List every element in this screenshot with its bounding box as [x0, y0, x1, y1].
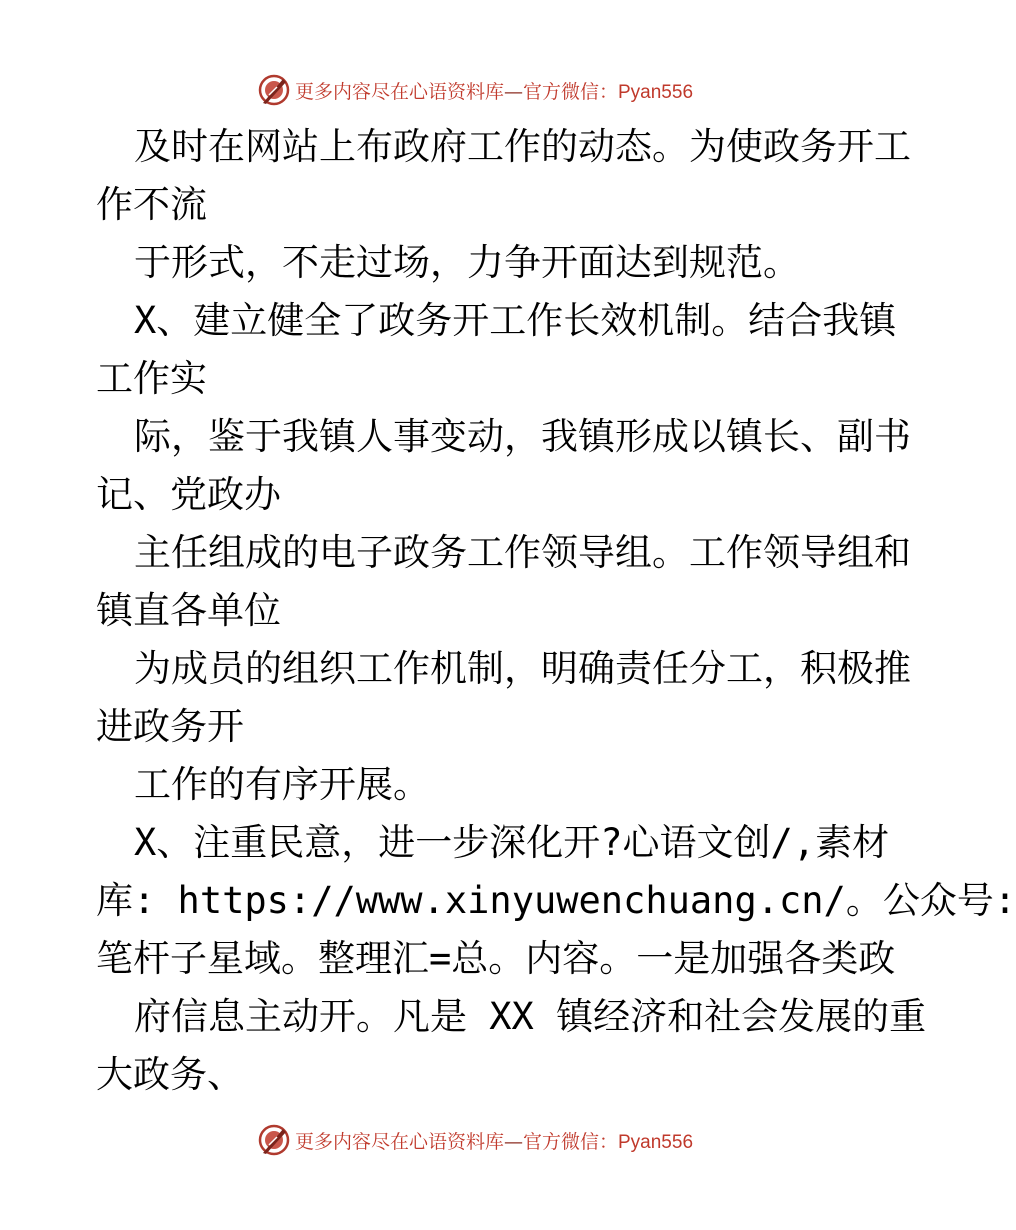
header-banner	[0, 70, 950, 110]
body-line: 笔杆子星域。整理汇=总。内容。一是加强各类政	[96, 937, 896, 980]
header-banner-main: 更多内容尽在心语资料库	[294, 80, 504, 103]
body-line: 为成员的组织工作机制，明确责任分工，积极推	[134, 647, 911, 690]
body-line: 工作实	[96, 357, 207, 400]
body-line: 大政务、	[96, 1053, 244, 1096]
header-banner-text	[295, 77, 693, 104]
body-line: X、注重民意，进一步深化开?心语文创/,素材	[134, 821, 890, 864]
body-line: 作不流	[96, 183, 207, 226]
header-banner-dash: —	[503, 80, 523, 103]
footer-banner-dash: —	[503, 1130, 523, 1153]
body-line: 库: https://www.xinyuwenchuang.cn/。公众号:	[96, 879, 1016, 922]
footer-banner-official: 官方微信：	[522, 1130, 618, 1153]
footer-banner-main: 更多内容尽在心语资料库	[294, 1130, 504, 1153]
body-line: 及时在网站上布政府工作的动态。为使政务开工	[134, 125, 911, 168]
body-line: 进政务开	[96, 705, 244, 748]
body-line: X、建立健全了政务开工作长效机制。结合我镇	[134, 299, 897, 342]
quill-seal-icon	[257, 1123, 291, 1157]
header-banner-official: 官方微信：	[522, 80, 618, 103]
footer-banner-text	[295, 1127, 693, 1154]
body-line: 工作的有序开展。	[134, 763, 430, 806]
header-banner-wechat-id: Pyan556	[618, 81, 694, 103]
body-line: 主任组成的电子政务工作领导组。工作领导组和	[134, 531, 911, 574]
footer-banner	[0, 1120, 950, 1160]
body-line: 于形式，不走过场，力争开面达到规范。	[134, 241, 800, 284]
body-line: 府信息主动开。凡是 XX 镇经济和社会发展的重	[134, 995, 927, 1038]
body-line: 记、党政办	[96, 473, 281, 516]
quill-seal-icon	[257, 73, 291, 107]
document-body	[96, 118, 1016, 1104]
body-line: 际，鉴于我镇人事变动，我镇形成以镇长、副书	[134, 415, 911, 458]
footer-banner-wechat-id: Pyan556	[618, 1131, 694, 1153]
body-line: 镇直各单位	[96, 589, 281, 632]
